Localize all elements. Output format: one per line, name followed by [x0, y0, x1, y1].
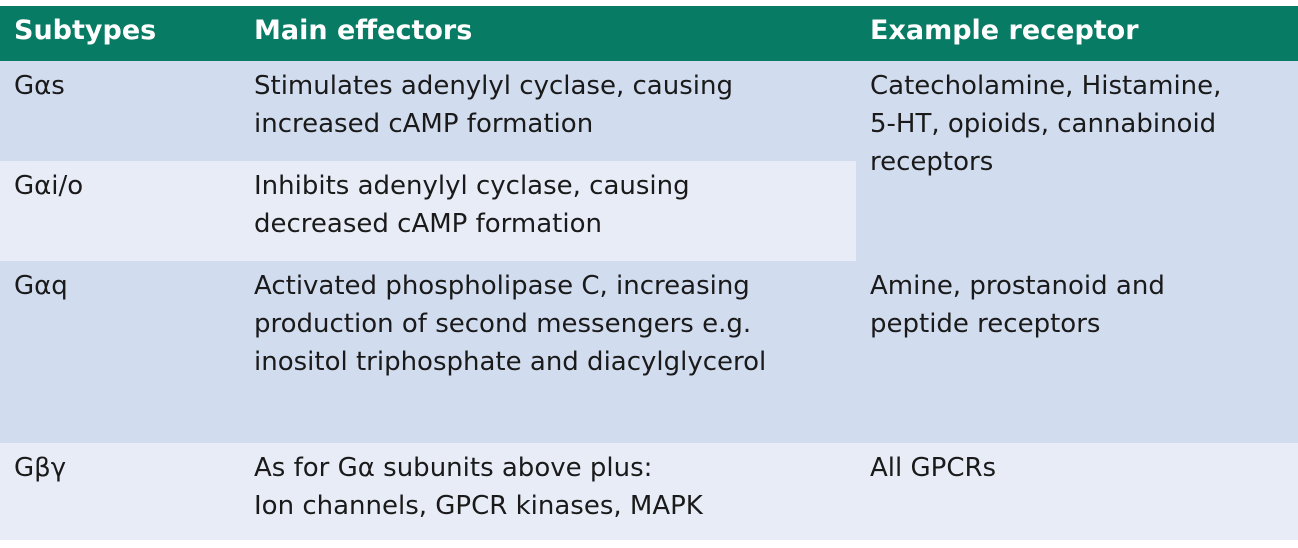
header-subtypes: Subtypes [0, 6, 240, 61]
receptor-gbg [856, 443, 1298, 540]
subtype-gbg: Gβγ [0, 443, 240, 540]
effector-gaio [240, 161, 856, 261]
effector-line: Stimulates adenylyl cyclase, causing [254, 71, 733, 101]
header-example-receptor: Example receptor [856, 6, 1298, 61]
receptor-gaq [856, 261, 1298, 443]
receptor-line: peptide receptors [870, 309, 1101, 339]
effector-gas [240, 61, 856, 161]
effector-line: Activated phospholipase C, increasing [254, 271, 750, 301]
subtype-gas: Gαs [0, 61, 240, 161]
receptor-line: All GPCRs [870, 453, 997, 483]
effector-line: decreased cAMP formation [254, 209, 602, 239]
effector-line: Inhibits adenylyl cyclase, causing [254, 171, 690, 201]
effector-line: increased cAMP formation [254, 109, 594, 139]
receptor-line: Amine, prostanoid and [870, 271, 1165, 301]
effector-line: As for Gα subunits above plus: [254, 453, 653, 483]
effector-line: inositol triphosphate and diacylglycerol [254, 347, 767, 377]
subtype-gaio: Gαi/o [0, 161, 240, 261]
effector-gbg [240, 443, 856, 540]
receptor-line: 5-HT, opioids, cannabinoid [870, 109, 1217, 139]
receptor-line: receptors [870, 147, 994, 177]
effector-line: production of second messengers e.g. [254, 309, 752, 339]
effector-gaq [240, 261, 856, 443]
effector-line: Ion channels, GPCR kinases, MAPK [254, 491, 703, 521]
subtype-gaq: Gαq [0, 261, 240, 443]
receptor-line: Catecholamine, Histamine, [870, 71, 1222, 101]
header-main-effectors: Main effectors [240, 6, 856, 61]
receptor-gas-gaio [856, 61, 1298, 261]
